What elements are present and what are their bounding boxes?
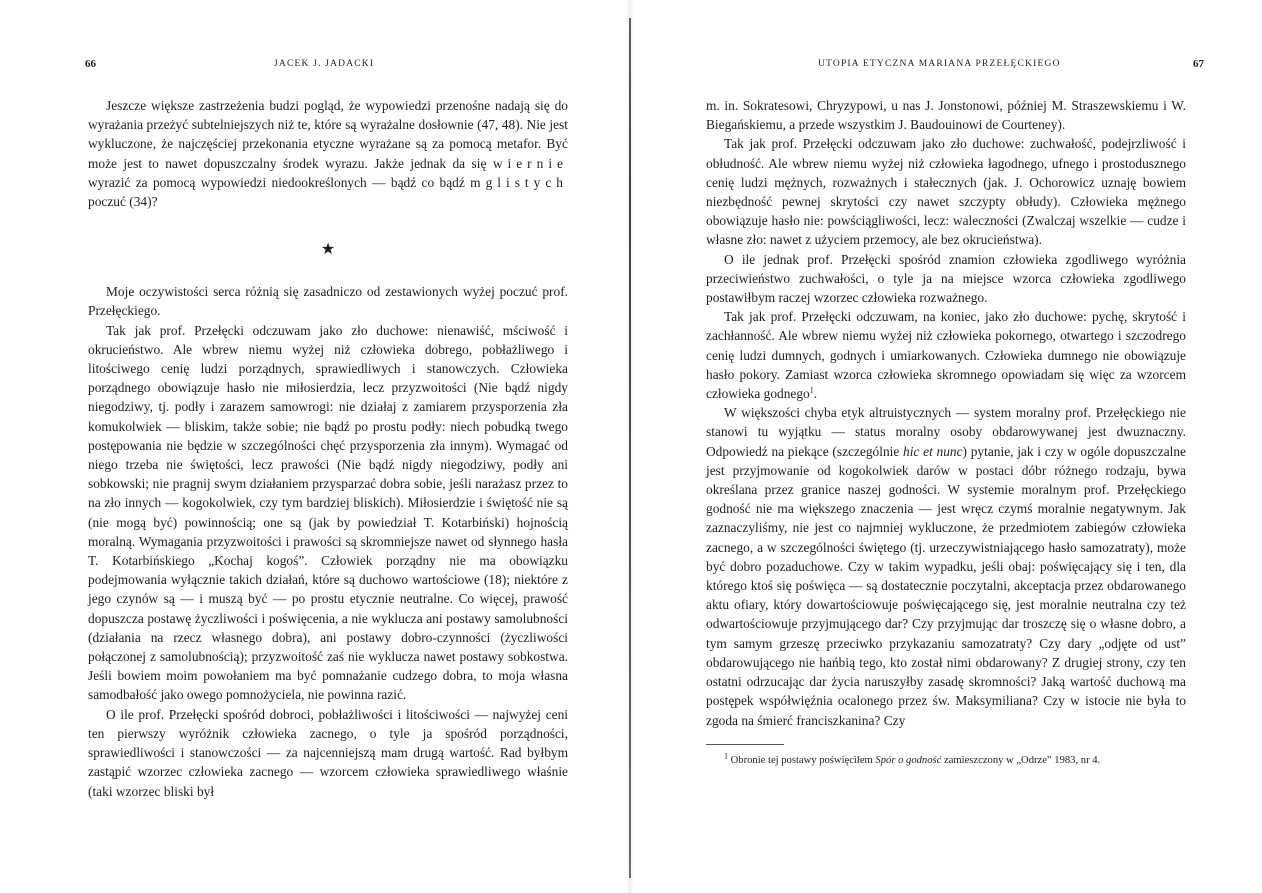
right-paragraph-5: W większości chyba etyk altruistycznych — system moralny prof. Przełęckiego nie stanowi tu wyjątku — status moralny osoby obdarowywanej jest dwuznaczny. Odpowiedź na piekące (szczególnie hic et nunc) pytanie, jak i czy w ogóle dopuszczalne jest przyjmowanie od kogokolwiek darów w postaci dóbr różnego rodzaju, bywa określana przez granice naszej godności. W systemie moralnym prof. Przełęckiego godność nie ma większego znaczenia — jest wręcz czymś moralnie negatywnym. Jak zaznaczyliśmy, nie jest co najmniej wykluczone, że przedmiotem zabiegów człowieka zacnego, a w szczególności świętego (tj. urzeczywistniającego hasło samozatraty), może być dobro pozaduchowe. Czy w takim wypadku, jeśli obaj: poświęcający się i ten, dla którego ktoś się poświęca — są dostatecznie poczytalni, akceptacja przez obdarowanego aktu ofiary, który dowartościowuje poświęcającego się, jest moralnie neutralna czy też odwartościowuje przyjmującego dar? Czy przyjmując dar troszczę się o własne dobro, a tym samym grzeszę przeciwko przykazaniu samozatraty? Czy dary „odjęte od ust” obdarowującego nie hańbią tego, kto został nimi obdarowany? Z drugiej strony, czy ten ostatni odrzucając dar życia naruszyłby zasadę skromności? Jaką wartość duchową ma postępek współwięźnia ocalonego przez św. Maksymiliana? Czy w istocie nie była to zgoda na śmierć franciszkanina? Czy: [706, 405, 1186, 728]
book-gutter: [629, 18, 631, 878]
left-body: [88, 96, 568, 801]
right-running-title: UTOPIA ETYCZNA MARIANA PRZEŁĘCKIEGO: [818, 59, 1061, 69]
right-paragraph-4: Tak jak prof. Przełęcki odczuwam, na koniec, jako zło duchowe: pychę, skrytość i zachłanność. Ale wbrew niemu wyżej niż człowieka pokornego, otwartego i szczodrego cenię ludzi dumnych, godnych i umiarkowanych. Człowieka dumnego nie obowiązuje hasło pokory. Zamiast wzorca człowieka skromnego opowiadam się więc za wzorcem człowieka godnego$^1$.: [706, 309, 1186, 402]
right-paragraph-2: Tak jak prof. Przełęcki odczuwam jako zło duchowe: zuchwałość, podejrzliwość i obłudność. Ale wbrew niemu wyżej niż człowieka łagodnego, ufnego i prostodusznego cenię ludzi mężnych, rozważnych i stałecznych (jak. J. Ochorowicz uznaję bowiem niezbędność pewnej skrytości czy nawet szczypty obłudy). Człowieka mężnego obowiązuje hasło nie: powściągliwości, lecz: waleczności (Zwalczaj wszelkie — cudze i własne zło: nawet z użyciem przemocy, ale bez okrucieństwa).: [706, 136, 1186, 248]
footnote-number: 1: [724, 751, 728, 761]
right-page: [706, 58, 1204, 768]
right-page-number: 67: [1193, 58, 1204, 70]
section-separator-star: ★: [320, 239, 336, 259]
right-body: [706, 96, 1186, 768]
left-paragraph-1: Jeszcze większe zastrzeżenia budzi pogląd, że wypowiedzi przenośne nadają się do wyrażania przeżyć subtelniejszych niż te, które są wyrażalne dosłownie (47, 48). Nie jest wykluczone, że najczęściej przekonania etyczne wyrażane są za pomocą metafor. Być może jest to nawet dopuszczalny środek wyrazu. Jakże jednak da się wiernie wyrazić za pomocą wypowiedzi niedookreślonych — bądź co bądź mglistych poczuć (34)?: [88, 98, 568, 210]
left-paragraph-4: O ile prof. Przełęcki spośród dobroci, pobłażliwości i litościwości — najwyżej ceni ten pierwszy wyróżnik człowieka zacnego, o tyle ja spośród porządności, sprawiedliwości i stanowczości — za najcenniejszą mam drugą wartość. Rad byłbym zastąpić wzorzec człowieka zacnego — wzorcem człowieka sprawiedliwego właśnie (taki wzorzec bliski był: [88, 706, 568, 799]
footnote-title: Spór o godność: [875, 754, 942, 766]
emphasis-spaced: mglistych: [470, 174, 568, 190]
left-page-number: 66: [85, 58, 96, 70]
footnote-reference[interactable]: 1: [809, 385, 814, 395]
right-paragraph-3: O ile jednak prof. Przełęcki spośród znamion człowieka zgodliwego wyróżnia przeciwieństwo zuchwałości, o tyle ja na miejsce wzorca człowieka zgodliwego postawiłbym raczej wzorzec człowieka rozważnego.: [706, 251, 1186, 306]
right-running-head: [706, 58, 1204, 74]
left-running-title: JACEK J. JADACKI: [274, 59, 375, 69]
left-paragraph-2: Moje oczywistości serca różnią się zasadniczo od zestawionych wyżej poczuć prof. Przełęckiego.: [88, 284, 568, 319]
footnote-rule: [706, 744, 784, 745]
footnote: $^1$ Obronie tej postawy poświęciłem Spór o godność zamieszczony w „Odrze” 1983, nr 4.: [724, 751, 1101, 766]
left-running-head: [85, 58, 568, 74]
right-paragraph-1: m. in. Sokratesowi, Chryzypowi, u nas J. Jonstonowi, później M. Straszewskiemu i W. Biegańskiemu, a przede wszystkim J. Baudouinowi de Courteney).: [706, 98, 1186, 133]
left-page: [85, 58, 568, 801]
emphasis-spaced: wiernie: [492, 155, 568, 171]
italic-phrase: hic et nunc: [903, 443, 963, 459]
left-paragraph-3: Tak jak prof. Przełęcki odczuwam jako zło duchowe: nienawiść, mściwość i okrucieństwo. Ale wbrew niemu wyżej niż człowieka dobrego, pobłażliwego i litościwego cenię ludzi porządnych, sprawiedliwych i stanowczych. Człowieka porządnego obowiązuje hasło nie miłosierdzia, lecz przyzwoitości (Nie bądź nigdy niegodziwy, tj. podły i zarazem samowrogi: nie działaj z zamiarem przysporzenia zła komukolwiek — bliskim, także sobie; nie bądź po prostu podły: niech pobudką twego postępowania nie będzie w szczególności chęć przysporzenia zła innym). Wymagać od niego trzeba nie świętości, lecz prawości (Nie bądź nigdy niegodziwy, podły ani sobkowski; nie pragnij swym działaniem przysparzać dobra sobie, jeśli narażasz przez to na zło innych — kogokolwiek, czy tym bardziej bliskich). Miłosierdzie i świętość nie są (nie mogą być) powinnością; one są (jak by powiedział T. Kotarbiński) hojnością moralną. Wymagania przyzwoitości i prawości są skromniejsze nawet od słynnego hasła T. Kotarbińskiego „Kochaj kogoś”. Człowiek porządny nie ma obowiązku podejmowania wyłącznie takich działań, które są duchowo wartościowe (18); niektóre z jego czynów są — i muszą być — po prostu etycznie neutralne. Co więcej, prawość dopuszcza postawę życzliwości i poświęcenia, a nie wyklucza ani postawy samolubności (działania na rzecz własnego dobra), ani postawy dobro-czynności (życzliwości połączonej z samolubnością); przyzwoitość zaś nie wyklucza nawet postawy sobkostwa. Jeśli bowiem moim powołaniem ma być pomnażanie cudzego dobra, to moja własna samodbałość jako owego pomnożyciela, nie powinna razić.: [88, 322, 568, 703]
